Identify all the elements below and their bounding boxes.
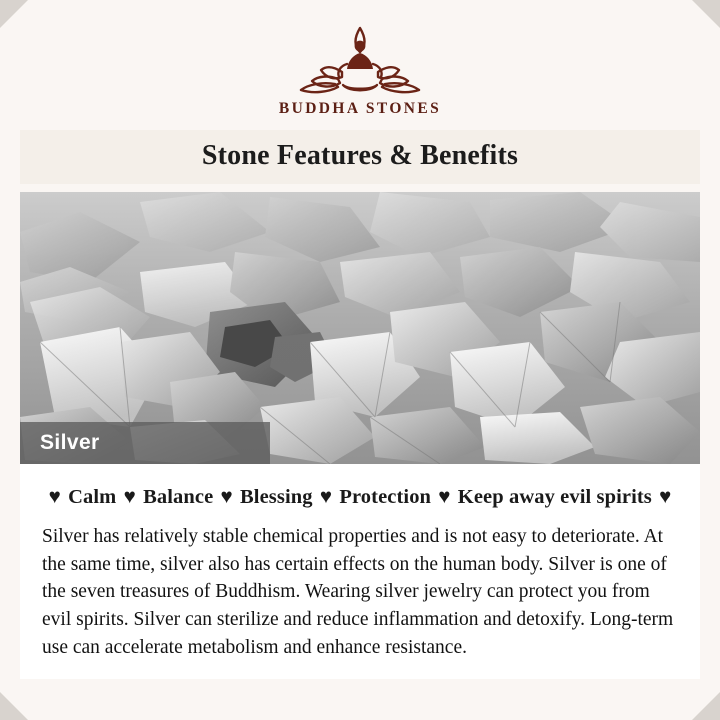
heart-icon-6: ♥	[659, 486, 672, 508]
keyword-calm: Calm	[68, 486, 117, 508]
lotus-buddha-icon	[0, 22, 720, 94]
keyword-blessing: Blessing	[240, 486, 313, 508]
heart-icon-4: ♥	[319, 486, 333, 508]
keyword-balance: Balance	[143, 486, 214, 508]
heart-icon-2: ♥	[123, 486, 136, 508]
stone-description: Silver has relatively stable chemical properties and is not easy to deteriorate. At the same time, silver also has certain effects on the human body. Silver is one of the seven treasures of Buddhism. Wearing silver jewelry can protect you from evil spirits. Silver can sterilize and reduce inflammation and detoxify. Long-term use can accelerate metabolism and enhance resistance.	[42, 526, 674, 658]
footer-space	[0, 679, 720, 719]
keyword-keep-away-evil-spirits: Keep away evil spirits	[457, 486, 652, 508]
brand-header	[0, 0, 720, 118]
brand-name: BUDDHA STONES	[278, 100, 442, 117]
heart-icon-3: ♥	[220, 486, 233, 508]
heart-icon-5: ♥	[438, 486, 451, 508]
keyword-protection: Protection	[339, 486, 432, 508]
keyword-list	[28, 486, 692, 509]
hero-caption-band	[20, 422, 270, 464]
heart-icon-1: ♥	[48, 486, 61, 508]
section-title-band	[20, 130, 700, 184]
page-title: Stone Features & Benefits	[201, 140, 519, 171]
content-panel	[20, 464, 700, 679]
stone-name: Silver	[40, 431, 100, 454]
hero-image	[20, 192, 700, 464]
